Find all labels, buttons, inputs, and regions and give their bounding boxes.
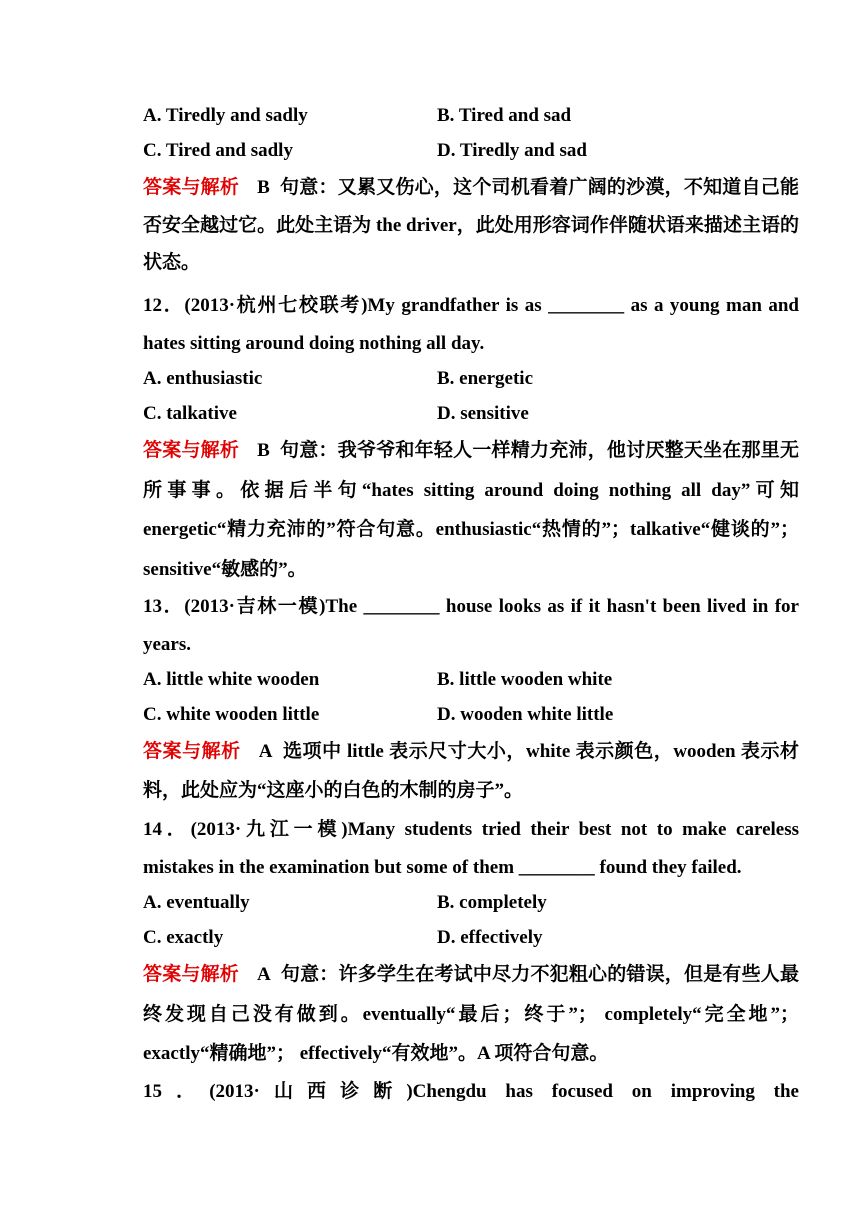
q13-option-d: D. wooden white little	[437, 704, 614, 725]
q14-option-a: A. eventually	[143, 892, 250, 913]
q12-option-a: A. enthusiastic	[143, 368, 263, 389]
q14-answer-letter: A	[256, 964, 271, 985]
q11-option-b: B. Tired and sad	[437, 105, 572, 126]
q12-option-b: B. energetic	[437, 368, 534, 389]
q14-options-row-1	[143, 885, 763, 920]
q14-option-c: C. exactly	[143, 927, 224, 948]
q12-stem: 12．(2013·杭州七校联考)My grandfather is as ________ as a young man and hates sitting around doing nothing all day.	[143, 295, 799, 354]
q11-option-a: A. Tiredly and sadly	[143, 105, 308, 126]
q14-options-row-2	[143, 920, 763, 955]
q12-options-row-2	[143, 396, 763, 431]
q11-option-c: C. Tired and sadly	[143, 140, 293, 161]
q14-answer	[103, 955, 799, 1074]
q11-answer-letter: B	[257, 177, 270, 198]
q12-option-d: D. sensitive	[437, 403, 529, 424]
q13-options-row-1	[143, 662, 763, 697]
q11-answer	[103, 169, 799, 282]
q13-stem: 13．(2013·吉林一模)The ________ house looks as if it hasn't been lived in for years.	[143, 596, 799, 655]
q15-stem: 15．(2013·山西诊断)Chengdu has focused on improving the	[143, 1081, 799, 1102]
q12-option-c: C. talkative	[143, 403, 237, 424]
q11-option-d: D. Tiredly and sad	[437, 140, 587, 161]
q14-explanation: 句意：许多学生在考试中尽力不犯粗心的错误，但是有些人最终发现自己没有做到。eventually“最后；终于”； completely“完全地”； exactly“精确地”； effectively“有效地”。A 项符合句意。	[143, 964, 799, 1064]
q13-option-a: A. little white wooden	[143, 669, 320, 690]
q12-explanation: 句意：我爷爷和年轻人一样精力充沛，他讨厌整天坐在那里无所事事。依据后半句“hates sitting around doing nothing all day”可知 energetic“精力充沛的”符合句意。enthusiastic“热情的”；talkative“健谈的”； sensitive“敏感的”。	[143, 440, 799, 580]
q12-answer-letter: B	[257, 440, 270, 461]
q13-explanation: 选项中 little 表示尺寸大小，white 表示颜色，wooden 表示材料，此处应为“这座小的白色的木制的房子”。	[143, 741, 799, 801]
q11-explanation: 句意：又累又伤心，这个司机看着广阔的沙漠，不知道自己能否安全越过它。此处主语为 the driver，此处用形容词作伴随状语来描述主语的状态。	[143, 177, 799, 273]
q14-answer-label: 答案与解析	[143, 963, 239, 985]
q13-answer-label: 答案与解析	[143, 740, 241, 762]
q11-answer-label: 答案与解析	[143, 176, 240, 198]
q13-option-c: C. white wooden little	[143, 704, 320, 725]
q12-options-row-1	[143, 361, 763, 396]
q14-option-b: B. completely	[437, 892, 547, 913]
q11-options-row-1	[143, 98, 763, 133]
q13-answer-letter: A	[258, 741, 273, 762]
q13-options-row-2	[143, 697, 763, 732]
q12-answer	[103, 431, 799, 589]
q13-option-b: B. little wooden white	[437, 669, 613, 690]
q14-option-d: D. effectively	[437, 927, 543, 948]
q12-answer-label: 答案与解析	[143, 439, 240, 461]
q11-options-row-2	[143, 133, 763, 168]
q14-stem: 14．(2013·九江一模)Many students tried their best not to make careless mistakes in the examination but some of them ________ found they failed.	[143, 819, 799, 878]
q13-answer	[103, 732, 799, 810]
